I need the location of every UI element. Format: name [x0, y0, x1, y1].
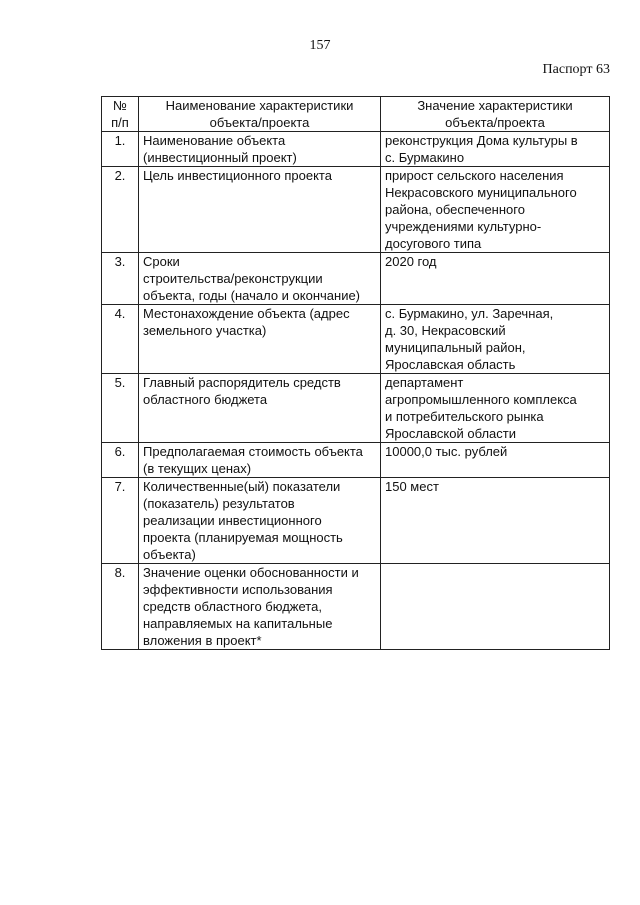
cell-line: вложения в проект* [143, 633, 262, 648]
cell-line: Количественные(ый) показатели [143, 479, 341, 494]
characteristic-name [139, 132, 381, 167]
cell-line: Некрасовского муниципального [385, 185, 577, 200]
characteristic-value [381, 132, 610, 167]
cell-line: 10000,0 тыс. рублей [385, 444, 508, 459]
characteristic-value [381, 167, 610, 253]
cell-line: областного бюджета [143, 392, 268, 407]
table-body [102, 132, 610, 650]
cell-line: Сроки [143, 254, 180, 269]
header-line: Значение характеристики [417, 98, 573, 113]
cell-line: Местонахождение объекта (адрес [143, 306, 350, 321]
cell-line: объекта) [143, 547, 196, 562]
cell-line: агропромышленного комплекса [385, 392, 577, 407]
table-row [102, 443, 610, 478]
header-line: Наименование характеристики [165, 98, 354, 113]
cell-line: объекта, годы (начало и окончание) [143, 288, 361, 303]
column-header-name [139, 97, 381, 132]
cell-line: строительства/реконструкции [143, 271, 323, 286]
table-row [102, 305, 610, 374]
characteristic-name [139, 305, 381, 374]
column-header-value [381, 97, 610, 132]
table-row [102, 167, 610, 253]
passport-label: Паспорт 63 [542, 62, 610, 77]
row-number: 1. [102, 132, 139, 167]
row-number: 6. [102, 443, 139, 478]
header-line: объекта/проекта [209, 115, 310, 130]
table-row [102, 132, 610, 167]
column-header-number [102, 97, 139, 132]
characteristic-name [139, 443, 381, 478]
characteristic-value [381, 305, 610, 374]
cell-line: района, обеспеченного [385, 202, 525, 217]
cell-line: учреждениями культурно- [385, 219, 542, 234]
cell-line: (показатель) результатов [143, 496, 295, 511]
characteristic-value [381, 478, 610, 564]
cell-line: Цель инвестиционного проекта [143, 168, 332, 183]
characteristic-value [381, 564, 610, 650]
cell-line: Главный распорядитель средств [143, 375, 341, 390]
row-number: 5. [102, 374, 139, 443]
characteristic-name [139, 564, 381, 650]
cell-line: Наименование объекта [143, 133, 286, 148]
cell-line: Ярославской области [385, 426, 516, 441]
cell-line: проекта (планируемая мощность [143, 530, 343, 545]
cell-line: 150 мест [385, 479, 439, 494]
cell-line: Значение оценки обоснованности и [143, 565, 359, 580]
cell-line: и потребительского рынка [385, 409, 544, 424]
characteristic-value [381, 374, 610, 443]
cell-line: с. Бурмакино [385, 150, 465, 165]
table-row [102, 374, 610, 443]
table-row [102, 564, 610, 650]
cell-line: средств областного бюджета, [143, 599, 322, 614]
passport-table [101, 96, 610, 650]
cell-line: с. Бурмакино, ул. Заречная, [385, 306, 554, 321]
cell-line: (инвестиционный проект) [143, 150, 297, 165]
cell-line: Ярославская область [385, 357, 516, 372]
table-header-row [102, 97, 610, 132]
row-number: 7. [102, 478, 139, 564]
row-number: 8. [102, 564, 139, 650]
characteristic-name [139, 167, 381, 253]
cell-line: эффективности использования [143, 582, 333, 597]
characteristic-name [139, 253, 381, 305]
table-row [102, 478, 610, 564]
page-number: 157 [309, 38, 331, 53]
characteristic-value [381, 253, 610, 305]
cell-line: земельного участка) [143, 323, 267, 338]
characteristic-name [139, 478, 381, 564]
characteristic-value [381, 443, 610, 478]
cell-line: прирост сельского населения [385, 168, 564, 183]
characteristic-name [139, 374, 381, 443]
cell-line: досугового типа [385, 236, 482, 251]
row-number: 4. [102, 305, 139, 374]
cell-line: муниципальный район, [385, 340, 526, 355]
row-number: 2. [102, 167, 139, 253]
cell-line: Предполагаемая стоимость объекта [143, 444, 363, 459]
cell-line: реконструкция Дома культуры в [385, 133, 578, 148]
header-line: п/п [111, 115, 129, 130]
cell-line: 2020 год [385, 254, 437, 269]
header-line: объекта/проекта [445, 115, 545, 130]
header-line: № [113, 98, 127, 113]
cell-line: д. 30, Некрасовский [385, 323, 506, 338]
cell-line: департамент [385, 375, 464, 390]
cell-line: (в текущих ценах) [143, 461, 252, 476]
cell-line: направляемых на капитальные [143, 616, 333, 631]
row-number: 3. [102, 253, 139, 305]
cell-line: реализации инвестиционного [143, 513, 322, 528]
table-row [102, 253, 610, 305]
